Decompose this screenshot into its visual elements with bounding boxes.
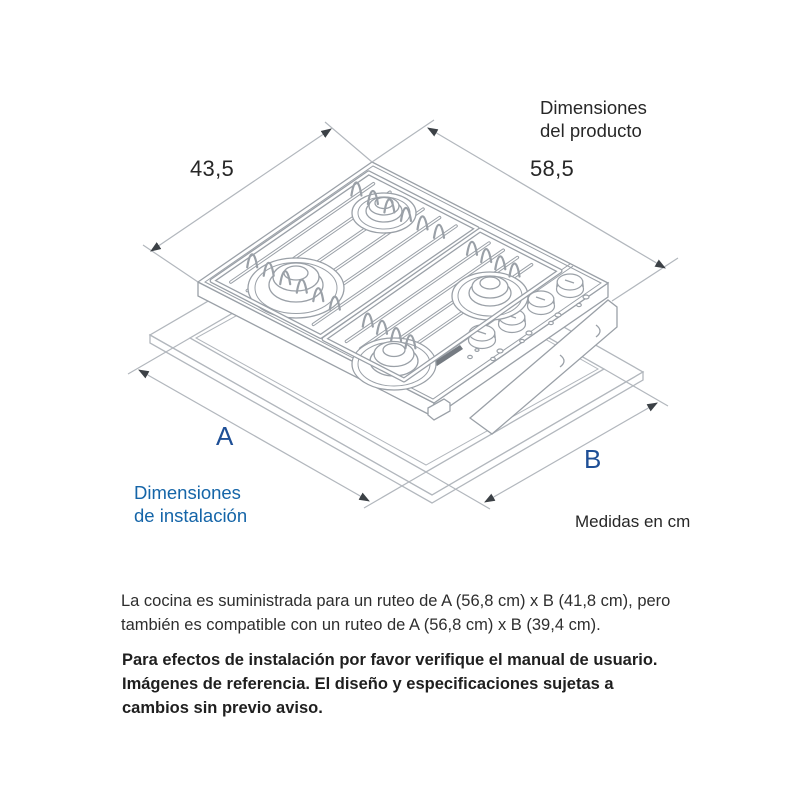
knob-3 — [528, 291, 555, 315]
disclaimer-note-line2: Imágenes de referencia. El diseño y especificaciones sujetas a — [122, 675, 614, 693]
product-dimensions-label-line2: del producto — [540, 120, 642, 141]
dim-b-label: B — [584, 444, 602, 474]
product-dimensions-label-line1: Dimensiones — [540, 97, 647, 118]
disclaimer-note-line1: Para efectos de instalación por favor verifique el manual de usuario. — [122, 651, 658, 669]
installation-dimensions-label-line2: de instalación — [134, 505, 248, 526]
disclaimer-note-line3: cambios sin previo aviso. — [122, 699, 323, 717]
knob-4 — [557, 274, 584, 298]
units-note: Medidas en cm — [575, 512, 691, 531]
routing-note-line1: La cocina es suministrada para un ruteo de A (56,8 cm) x B (41,8 cm), pero — [121, 592, 671, 610]
burner-back-right — [452, 272, 528, 320]
width-dimension-value: 58,5 — [530, 156, 575, 181]
installation-dimensions-label — [134, 481, 247, 527]
routing-note-line2: también es compatible con un ruteo de A (56,8 cm) x B (39,4 cm). — [121, 616, 601, 634]
product-dimensions-label — [540, 96, 647, 142]
dim-a-label: A — [216, 421, 234, 451]
installation-dimensions-label-line1: Dimensiones — [134, 482, 241, 503]
depth-dimension-value: 43,5 — [190, 156, 235, 181]
routing-note — [121, 589, 731, 637]
disclaimer-note — [122, 648, 732, 720]
